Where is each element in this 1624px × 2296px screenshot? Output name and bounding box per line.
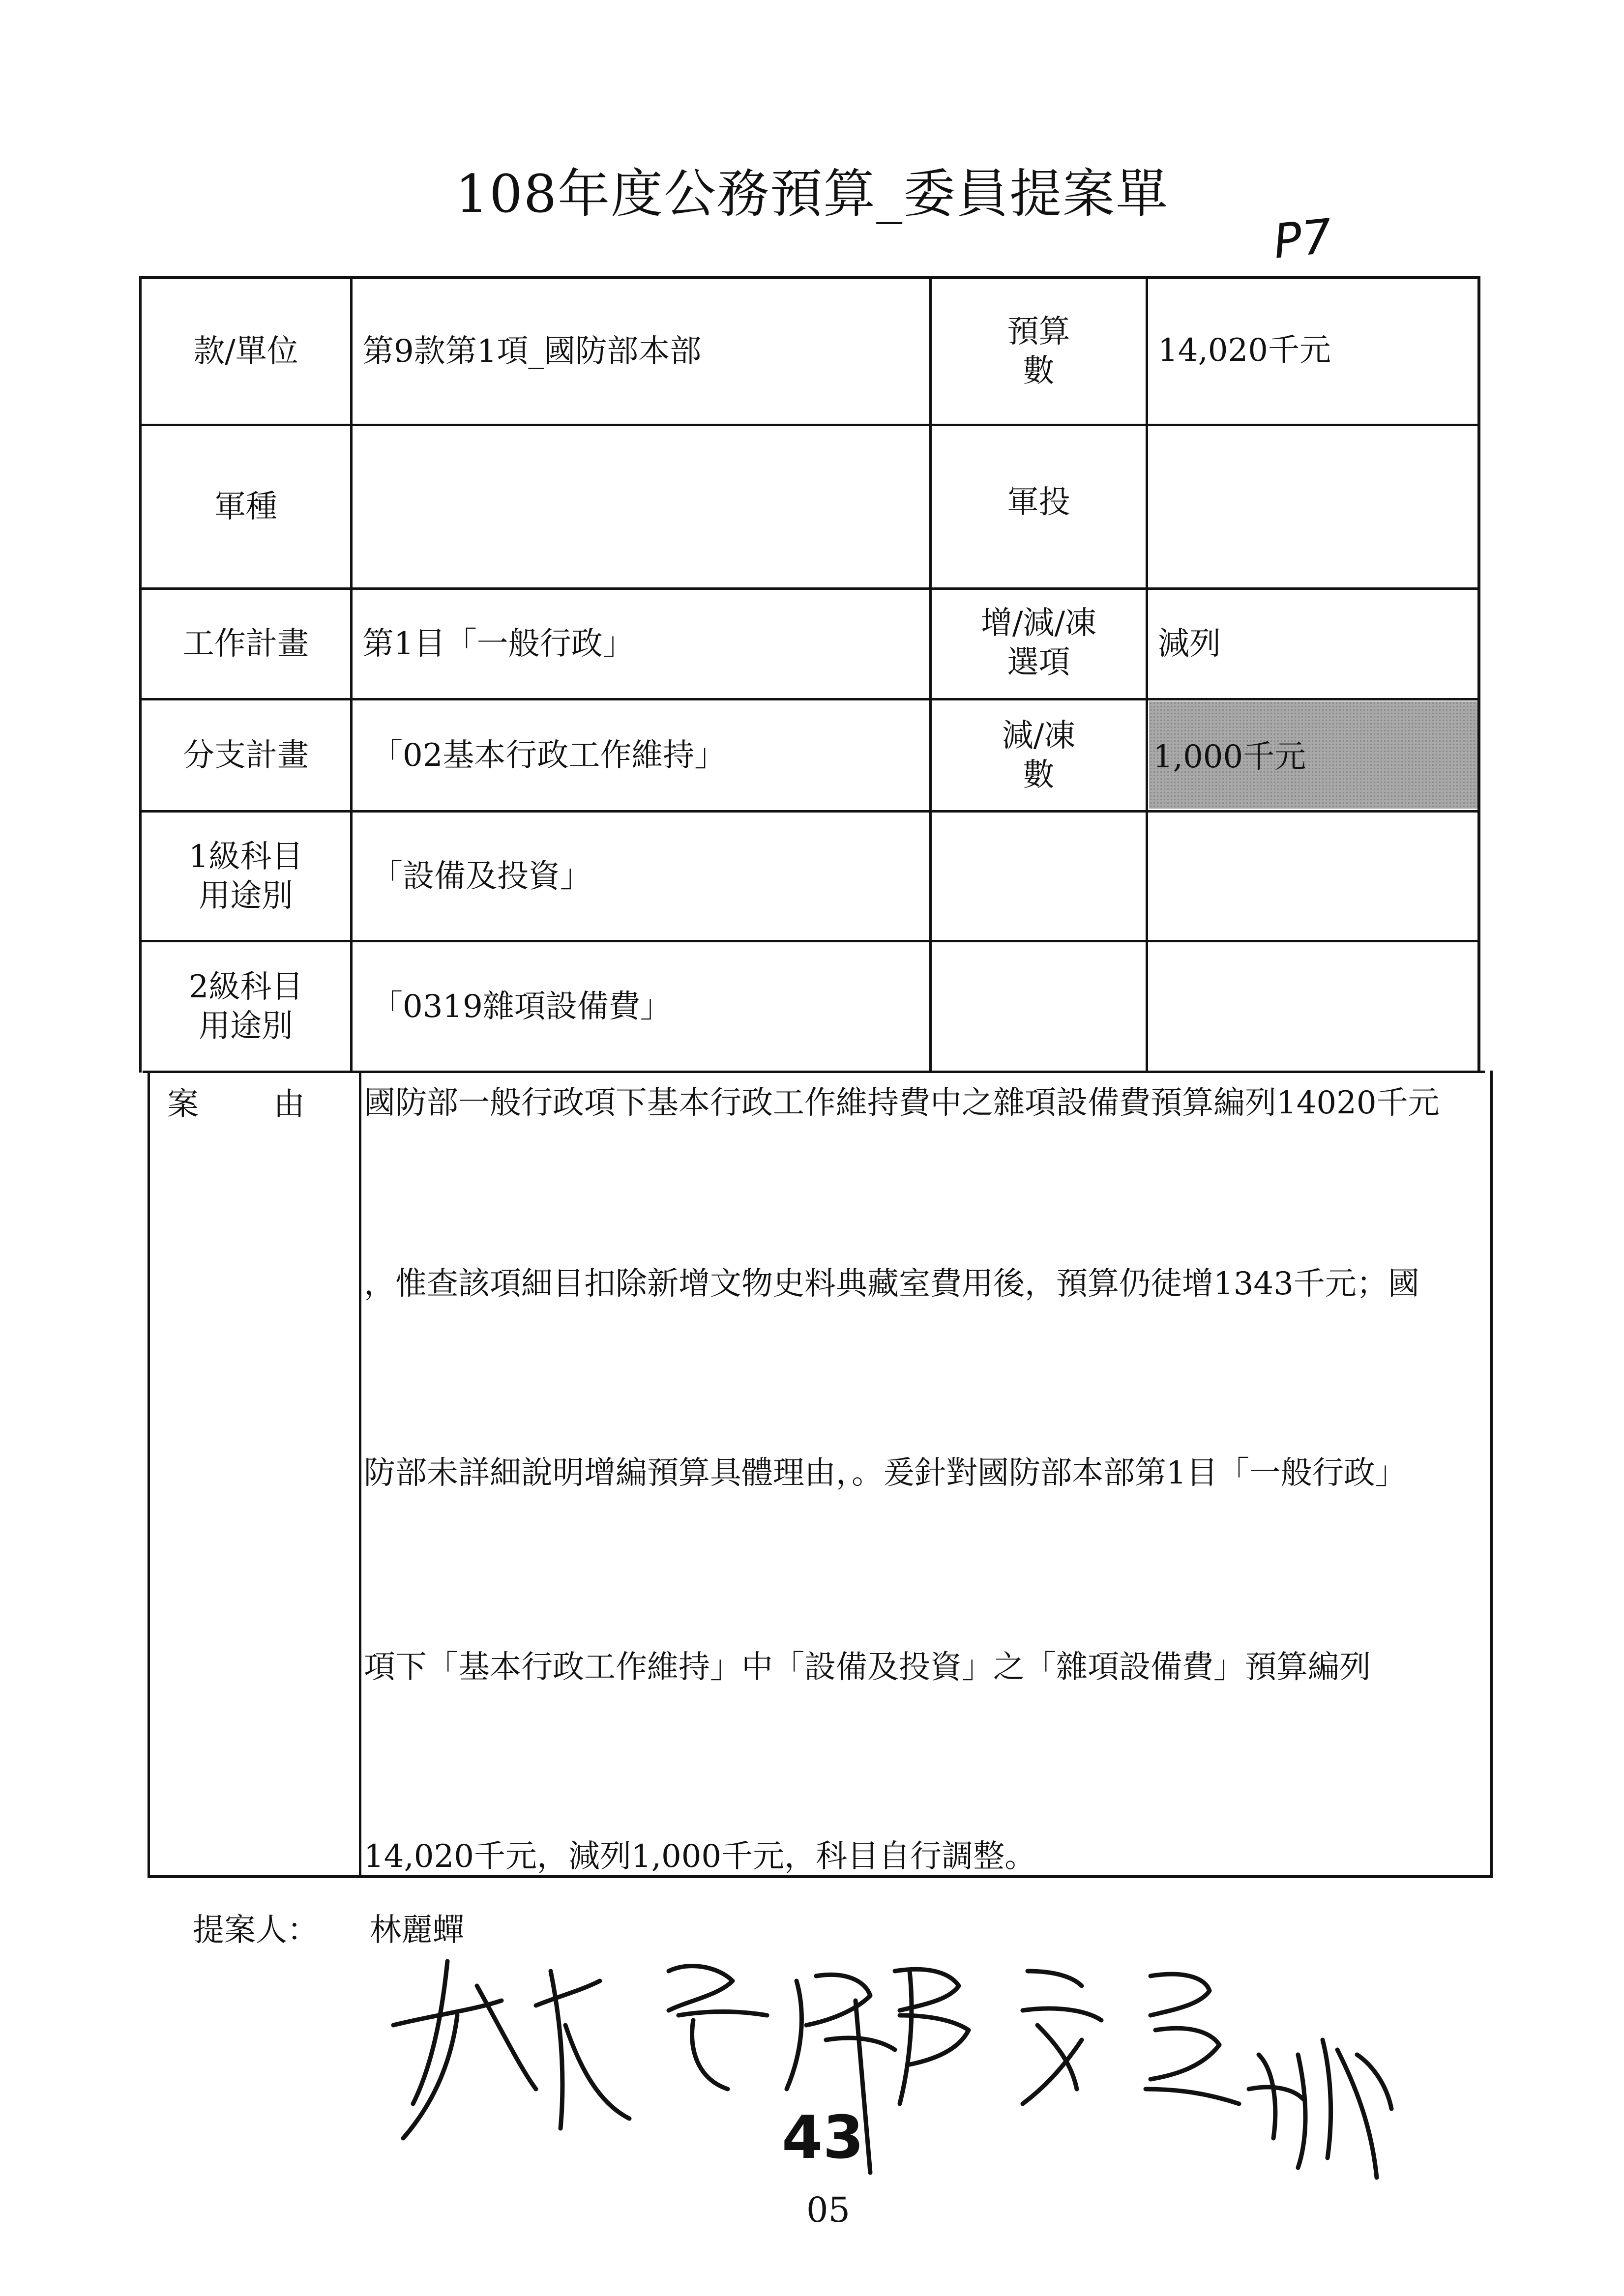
reason-label-left: 案: [167, 1086, 199, 1123]
signature-2: [895, 1969, 1239, 2104]
level1-subject-extra-2: [1148, 813, 1477, 940]
level2-subject-label: 2級科目 用途別: [188, 968, 303, 1045]
table-border-right-lower: [1490, 1071, 1493, 1878]
branch-plan-value: 「02基本行政工作維持」: [371, 737, 726, 774]
level1-subject-extra-1: [932, 813, 1146, 940]
action-type-value: 減列: [1158, 626, 1221, 662]
unit-value: 第9款第1項_國防部本部: [362, 333, 702, 370]
table-divider-reason: [359, 1071, 361, 1878]
work-plan-value: 第1目「一般行政」: [362, 626, 634, 662]
reason-line-1: 國防部一般行政項下基本行政工作維持費中之雜項設備費預算編列14020千元: [364, 1085, 1440, 1121]
reason-line-2: ，惟查該項細目扣除新增文物史料典藏室費用後，預算仍徒增1343千元；國: [364, 1266, 1419, 1302]
level1-subject-label: 1級科目 用途別: [188, 838, 303, 914]
table-border-right-upper: [1477, 276, 1480, 1073]
proposer-name: 林麗蟬: [370, 1912, 464, 1948]
document-title: 108年度公務預算_委員提案單: [455, 164, 1169, 224]
reason-label: [167, 1079, 305, 1124]
level2-subject-extra-2: [1148, 942, 1477, 1071]
budget-amount-label: 預算 數: [1007, 314, 1070, 389]
reason-line-5: 14,020千元，減列1,000千元，科目自行調整。: [364, 1838, 1036, 1875]
unit-label: 款/單位: [193, 333, 298, 370]
branch-plan-label: 分支計畫: [183, 737, 309, 774]
table-rule-6: [143, 1071, 1485, 1073]
handwritten-signatures: [374, 1942, 1455, 2187]
page-code: 05: [806, 2190, 851, 2230]
service-branch-value: [353, 426, 929, 587]
reason-line-3: 防部未詳細說明增編預算具體理由，。爰針對國防部本部第1目「一般行政」: [364, 1455, 1407, 1491]
reduce-freeze-amount-label: 減/凍 數: [1002, 717, 1076, 793]
handwritten-page-mark: P7: [1270, 208, 1335, 269]
reason-label-right: 由: [273, 1086, 305, 1123]
level2-subject-extra-1: [932, 942, 1146, 1071]
work-plan-label: 工作計畫: [183, 626, 309, 662]
level2-subject-value: 「0319雜項設備費」: [371, 988, 672, 1025]
military-investment-value: [1148, 426, 1477, 587]
handwritten-page-number: 43: [782, 2104, 864, 2172]
proposer-label: 提案人：: [193, 1912, 319, 1948]
level1-subject-value: 「設備及投資」: [371, 858, 591, 895]
reason-line-4: 項下「基本行政工作維持」中「設備及投資」之「雜項設備費」預算編列: [364, 1649, 1371, 1686]
reduce-freeze-amount-value: 1,000千元: [1153, 739, 1306, 775]
signature-3: [1249, 2040, 1391, 2178]
table-border-left-lower: [148, 1071, 150, 1878]
action-type-label: 增/減/凍 選項: [980, 605, 1097, 681]
service-branch-label: 軍種: [214, 489, 277, 525]
budget-amount-value: 14,020千元: [1158, 332, 1331, 369]
military-investment-label: 軍投: [1007, 484, 1070, 521]
